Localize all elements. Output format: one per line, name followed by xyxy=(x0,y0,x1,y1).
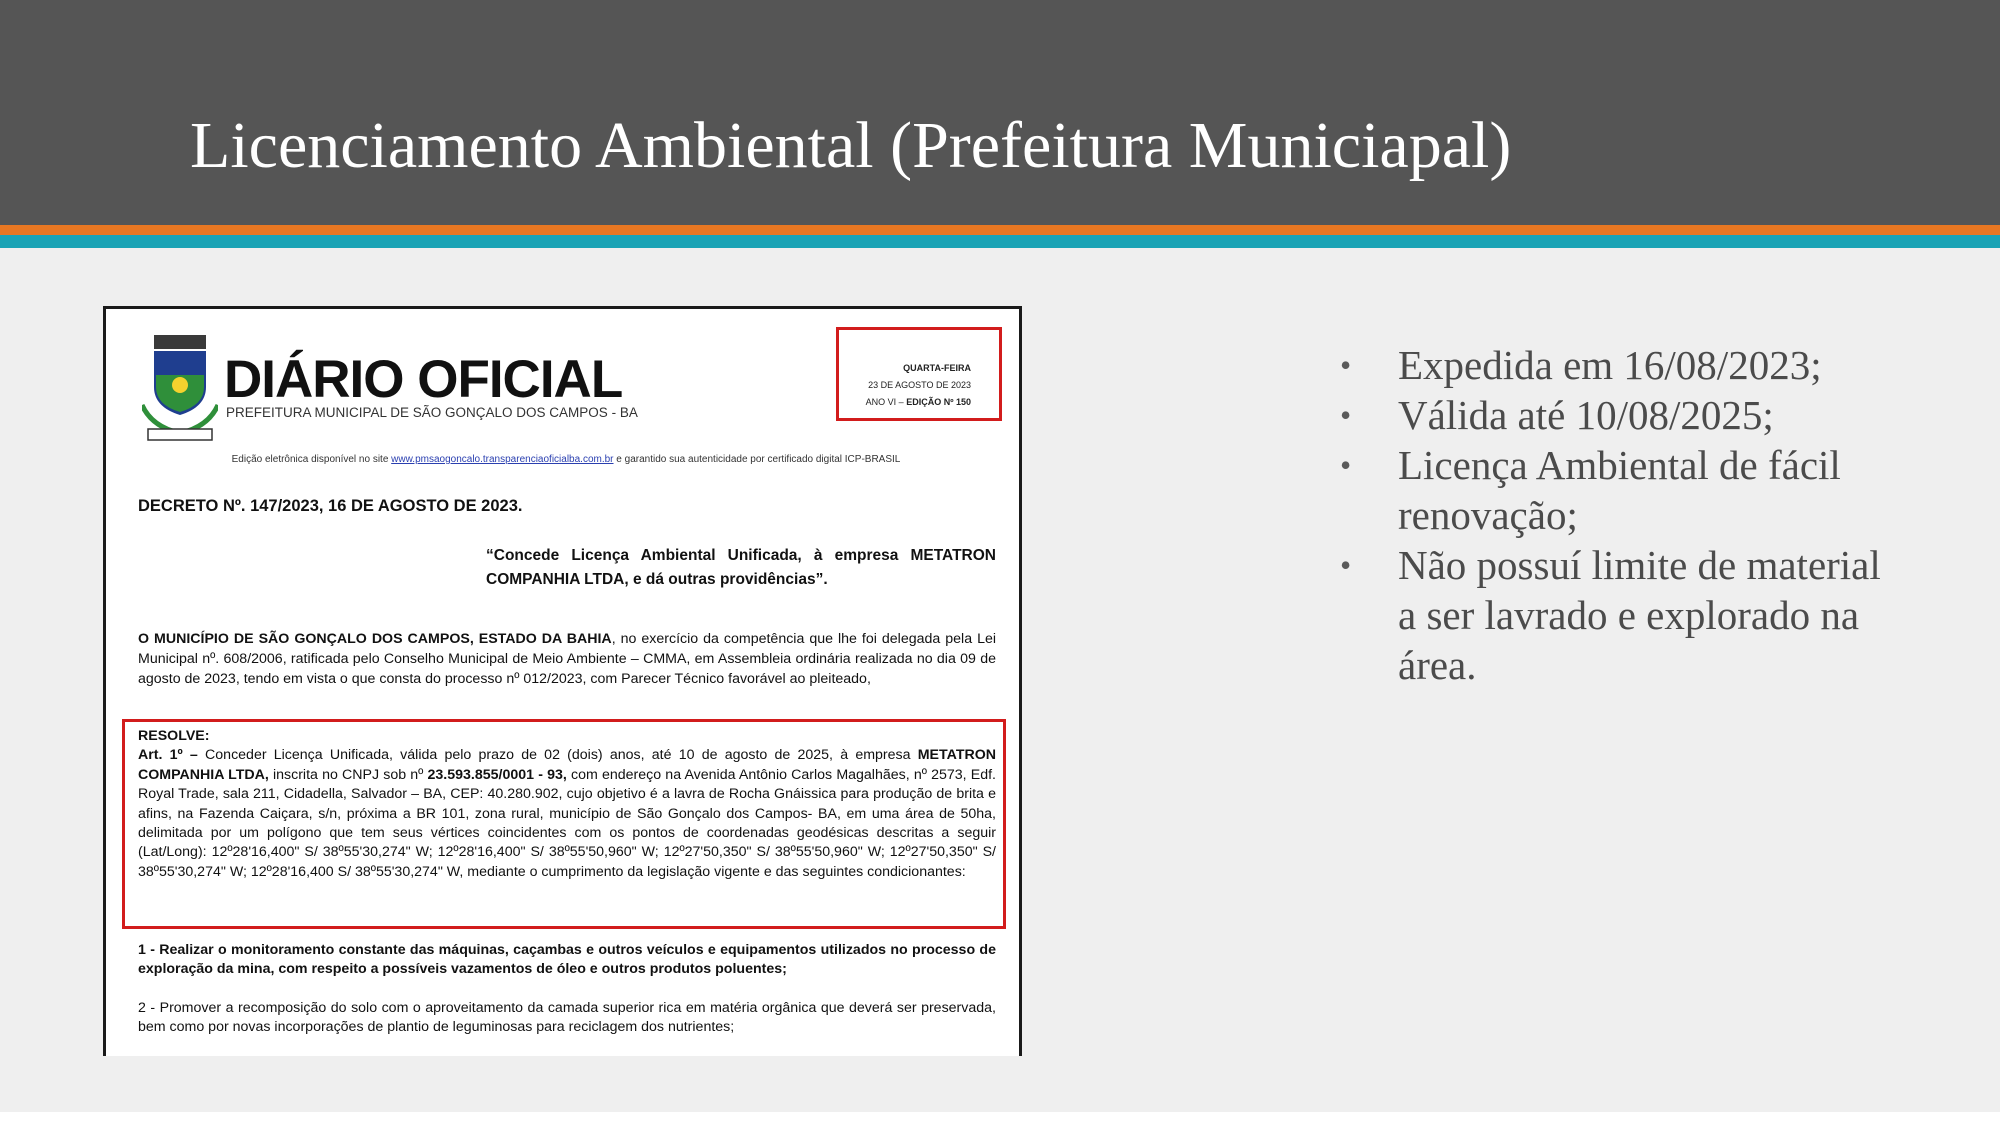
condition-2: 2 - Promover a recomposição do solo com o aproveitamento da camada superior rica em matéria orgânica que deverá ser preservada, bem como por novas incorporações de plantio de leguminosas para reciclagem dos nutrientes; xyxy=(138,1000,996,1036)
article-label: Art. 1º – xyxy=(138,747,198,764)
edition-info-after: e garantido sua autenticidade por certificado digital ICP-BRASIL xyxy=(616,454,901,465)
edition-date: 23 DE AGOSTO DE 2023 xyxy=(868,380,971,390)
article-text-3: com endereço na Avenida Antônio Carlos Magalhães, nº 2573, Edf. Royal Trade, sala 211, Cidadella, Salvador – BA, CEP: 40.280.902, cujo objetivo é a lavra de Rocha Gnáissica para produção de brita e afins, na Fazenda Caiçara, s/n, próxima a BR 101, zona rural, município de São Gonçalo dos Campos- BA, em uma área de 50ha, delimitada por um polígono que tem seus vértices coincidentes com os pontos de coordenadas geodésicas descritas a seguir (Lat/Long): 12º28'16,400" S/ 38º55'30,274" W; 12º28'16,400" S/ 38º55'50,960" W; 12º27'50,350" S/ 38º55'50,960" W; 12º27'50,350" S/ 38º55'30,274" W; 12º28'16,400 S/ 38º55'30,274" W, mediante o cumprimento da legislação vigente e das seguintes condicionantes: xyxy=(138,766,996,880)
diario-oficial-image xyxy=(103,306,1022,1056)
resolve-heading: RESOLVE: xyxy=(138,728,210,744)
edition-info-before: Edição eletrônica disponível no site xyxy=(231,454,389,465)
edition-weekday: QUARTA-FEIRA xyxy=(903,363,971,373)
bottom-band xyxy=(0,1112,2000,1125)
bullet-item: • Válida até 10/08/2025; xyxy=(1340,390,1900,440)
preamble-lead: O MUNICÍPIO DE SÃO GONÇALO DOS CAMPOS, ESTADO DA BAHIA xyxy=(138,631,612,647)
newspaper-subtitle: PREFEITURA MUNICIPAL DE SÃO GONÇALO DOS CAMPOS - BA xyxy=(226,405,638,420)
article-text-1: Conceder Licença Unificada, válida pelo prazo de 02 (dois) anos, até 10 de agosto de 2025, à empresa xyxy=(197,747,918,764)
edition-number: EDIÇÃO Nº 150 xyxy=(906,397,971,407)
municipal-coat-of-arms-icon xyxy=(142,335,218,441)
decree-summary: “Concede Licença Ambiental Unificada, à empresa METATRON COMPANHIA LTDA, e dá outras providências”. xyxy=(486,547,996,588)
newspaper-title: DIÁRIO OFICIAL xyxy=(224,350,623,409)
edition-info-line xyxy=(146,454,986,465)
license-facts-list xyxy=(1340,340,1900,690)
edition-highlight-box xyxy=(836,327,1002,421)
bullet-item: • Não possuí limite de material a ser lavrado e explorado na área. xyxy=(1340,540,1900,690)
condition-1: 1 - Realizar o monitoramento constante das máquinas, caçambas e outros veículos e equipamentos utilizados no processo de exploração da mina, com respeito a possíveis vazamentos de óleo e outros produtos poluentes; xyxy=(138,942,996,978)
accent-stripe-orange xyxy=(0,225,2000,235)
decree-title: DECRETO Nº. 147/2023, 16 DE AGOSTO DE 2023. xyxy=(138,497,523,515)
article-1 xyxy=(138,727,996,882)
edition-year: ANO VI – xyxy=(865,397,904,407)
accent-stripe-teal xyxy=(0,235,2000,248)
bullet-item: • Licença Ambiental de fácil renovação; xyxy=(1340,440,1900,540)
article-company: METATRON COMPANHIA LTDA, xyxy=(138,747,997,783)
bullet-item: • Expedida em 16/08/2023; xyxy=(1340,340,1900,390)
transparency-site-link[interactable]: www.pmsaogoncalo.transparenciaoficialba.com.br xyxy=(391,454,614,465)
article-cnpj: 23.593.855/0001 - 93, xyxy=(427,766,567,783)
preamble-text: , no exercício da competência que lhe foi delegada pela Lei Municipal nº. 608/2006, ratificada pelo Conselho Municipal de Meio Ambiente – CMMA, em Assembleia ordinária realizada no dia 09 de agosto de 2023, tendo em vista o que consta do processo nº 012/2023, com Parecer Técnico favorável ao pleiteado, xyxy=(138,631,997,687)
slide-title: Licenciamento Ambiental (Prefeitura Municiapal) xyxy=(190,109,1512,182)
decree-preamble xyxy=(138,629,996,689)
title-bar xyxy=(0,0,2000,225)
article-text-2: inscrita no CNPJ sob nº xyxy=(268,766,428,783)
